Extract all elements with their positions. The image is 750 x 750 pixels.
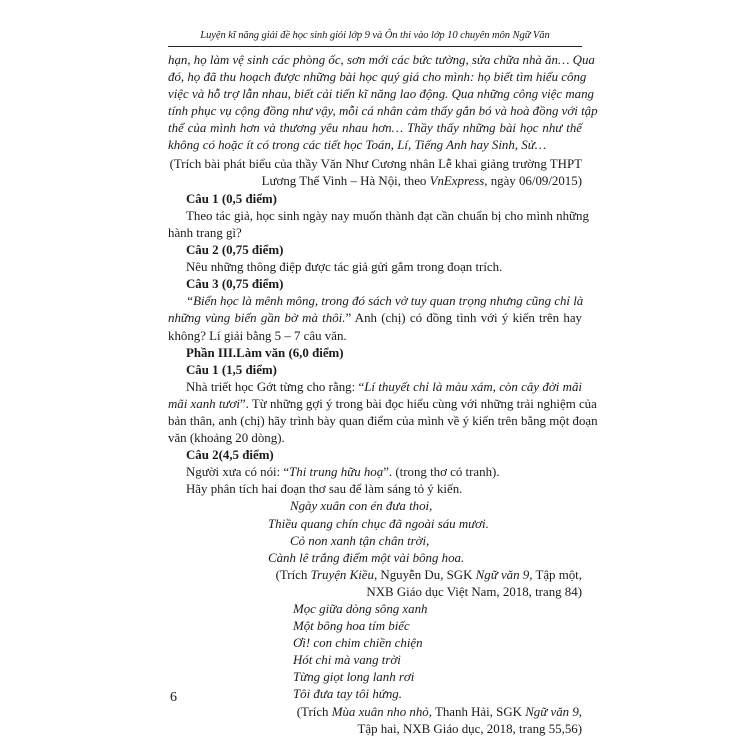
source-book: Ngữ văn 9 bbox=[475, 567, 530, 582]
source-date: , ngày 06/09/2015) bbox=[484, 173, 582, 188]
passage-line: tính phục vụ cộng đồng như vậy, mỗi cá nhân cảm thấy gắn bó và hoà đồng với tập bbox=[168, 104, 598, 119]
source-text: (Trích bbox=[275, 567, 311, 582]
essay-text: ”. Từ những gợi ý trong bài đọc hiểu cùng với những trải nghiệm của bbox=[239, 396, 597, 411]
poem-line: Tôi đưa tay tôi hứng. bbox=[293, 687, 402, 702]
poem-line: Cành lê trắng điểm một vài bông hoa. bbox=[268, 550, 465, 565]
poem-line: Ngày xuân con én đưa thoi, bbox=[290, 499, 433, 514]
passage-line: việc và hỗ trợ lẫn nhau, biết cải tiến kĩ năng lao động. Qua những công việc mang bbox=[168, 87, 594, 102]
source-title: Truyện Kiều bbox=[310, 567, 374, 582]
question-2-text: Nêu những thông điệp được tác giả gửi gắm trong đoạn trích. bbox=[186, 260, 503, 275]
poem-line: Hót chi mà vang trời bbox=[293, 653, 401, 668]
essay-quote: Lí thuyết chỉ là màu xám, còn cây đời mãi bbox=[364, 379, 582, 394]
poem-2-source bbox=[168, 704, 582, 721]
poem-line: Mọc giữa dòng sông xanh bbox=[293, 602, 428, 616]
poem-1-source: NXB Giáo dục Việt Nam, 2018, trang 84) bbox=[366, 584, 582, 599]
question-1-text: hành trang gì? bbox=[168, 225, 242, 240]
excerpt-passage bbox=[168, 52, 598, 155]
essay-1-text: bản thân, anh (chị) hãy trình bày quan điểm của mình về ý kiến trên bằng một đoạn bbox=[168, 413, 598, 428]
source-text: , bbox=[578, 704, 582, 719]
essay-2-title: Câu 2(4,5 điểm) bbox=[186, 448, 274, 463]
source-text: (Trích bbox=[296, 704, 332, 719]
essay-1-text bbox=[168, 396, 597, 413]
passage-line: không có hoặc ít có trong các tiết học Toán, Lí, Tiếng Anh hay Sinh, Sử… bbox=[168, 138, 547, 153]
essay-text: ”. (trong thơ có tranh). bbox=[383, 465, 500, 480]
essay-quote: Thi trung hữu hoạ bbox=[289, 465, 384, 480]
running-header: Luyện kĩ năng giải đề học sinh giỏi lớp 9 và Ôn thi vào lớp 10 chuyên môn Ngữ Văn bbox=[200, 30, 550, 41]
source-book: Ngữ văn 9 bbox=[525, 704, 579, 719]
source-text: , Thanh Hải, SGK bbox=[428, 704, 526, 719]
essay-text: Nhà triết học Gớt từng cho rằng: “ bbox=[186, 379, 365, 394]
poem-line: Thiều quang chín chục đã ngoài sáu mươi. bbox=[268, 516, 489, 531]
source-publication: VnExpress bbox=[429, 173, 485, 188]
question-1-text: Theo tác giả, học sinh ngày nay muốn thành đạt cần chuẩn bị cho mình những bbox=[186, 208, 589, 223]
essay-1-text: văn (khoảng 20 dòng). bbox=[168, 431, 285, 446]
poem-2-source: Tập hai, NXB Giáo dục, 2018, trang 55,56) bbox=[357, 721, 582, 736]
essay-1-text bbox=[168, 379, 582, 396]
page-number: 6 bbox=[170, 690, 177, 705]
source-line: (Trích bài phát biểu của thầy Văn Như Cương nhân Lễ khai giảng trường THPT bbox=[169, 156, 582, 171]
essay-1-title: Câu 1 (1,5 điểm) bbox=[186, 362, 277, 377]
question-2-title: Câu 2 (0,75 điểm) bbox=[186, 243, 284, 258]
question-3-title: Câu 3 (0,75 điểm) bbox=[186, 277, 284, 292]
passage-source bbox=[168, 156, 582, 190]
source-text: , Nguyễn Du, SGK bbox=[373, 567, 476, 582]
essay-2-text bbox=[168, 464, 582, 481]
source-line bbox=[168, 173, 582, 190]
passage-line: thể của mình hơn và thương yêu nhau hơn… Thầy thấy những bài học như thế bbox=[168, 121, 582, 136]
question-1-title: Câu 1 (0,5 điểm) bbox=[186, 191, 277, 206]
poem-line: Một bông hoa tím biếc bbox=[293, 619, 410, 634]
question-3-text bbox=[168, 310, 582, 327]
essay-text: Người xưa có nói: “ bbox=[186, 465, 290, 480]
header-divider bbox=[168, 46, 582, 47]
poem-1-source bbox=[168, 567, 582, 584]
essay-quote: mãi xanh tươi bbox=[168, 396, 240, 411]
essay-2-text: Hãy phân tích hai đoạn thơ sau để làm sáng tỏ ý kiến. bbox=[186, 482, 463, 497]
source-text: , Tập một, bbox=[529, 567, 582, 582]
question-text: ” Anh (chị) có đồng tình với ý kiến trên hay bbox=[345, 311, 582, 326]
poem-line: Cỏ non xanh tận chân trời, bbox=[290, 533, 430, 548]
source-text: Lương Thế Vinh – Hà Nội, theo bbox=[261, 173, 430, 188]
poem-2 bbox=[168, 601, 582, 704]
source-title: Mùa xuân nho nhỏ bbox=[331, 704, 429, 719]
poem-line: Từng giọt long lanh rơi bbox=[293, 670, 415, 685]
passage-line: hạn, họ làm vệ sinh các phòng ốc, sơn mới các bức tường, sửa chữa nhà ăn… Qua bbox=[168, 53, 595, 67]
page-content bbox=[168, 52, 598, 738]
part-3-title: Phần III.Làm văn (6,0 điểm) bbox=[186, 345, 344, 360]
passage-line: đó, họ đã thu hoạch được những bài học quý giá cho mình: họ biết tìm hiểu công bbox=[168, 70, 587, 85]
question-3-quote: “Biển học là mênh mông, trong đó sách vở tuy quan trọng nhưng cũng chỉ là bbox=[186, 294, 584, 309]
poem-1 bbox=[168, 498, 582, 566]
quote-end: những vùng biển gần bờ mà thôi. bbox=[168, 311, 346, 326]
poem-line: Ơi! con chim chiền chiện bbox=[293, 636, 423, 651]
question-3-text: không? Lí giải bằng 5 – 7 câu văn. bbox=[168, 328, 347, 343]
